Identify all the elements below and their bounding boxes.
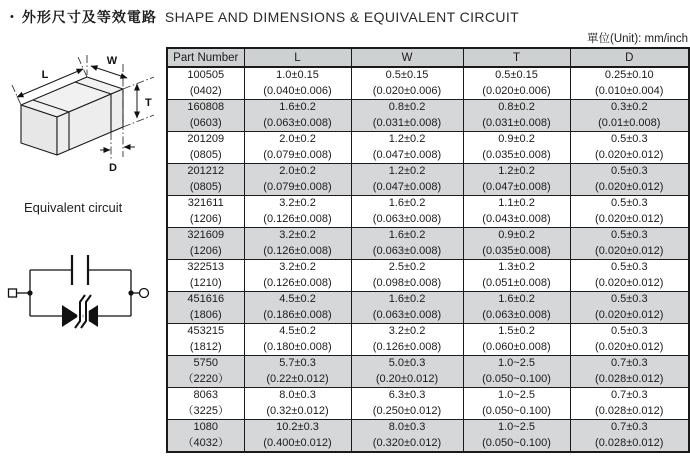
dim-cell-l: 3.2±0.2 (0.126±0.008)	[244, 196, 351, 228]
part-number-cell: 321609 (1206)	[167, 228, 244, 260]
dimensions-table-body	[167, 67, 689, 452]
dim-cell-d: 0.5±0.3 (0.020±0.012)	[570, 164, 689, 196]
table-row	[167, 100, 689, 132]
dim-cell-w: 2.5±0.2 (0.098±0.008)	[351, 260, 463, 292]
dim-cell-w: 1.6±0.2 (0.063±0.008)	[351, 196, 463, 228]
table-row	[167, 356, 689, 388]
dim-cell-t: 1.6±0.2 (0.063±0.008)	[463, 292, 570, 324]
dim-cell-t: 1.0~2.5 (0.050~0.100)	[463, 388, 570, 420]
dim-cell-w: 3.2±0.2 (0.126±0.008)	[351, 324, 463, 356]
equivalent-circuit-caption: Equivalent circuit	[24, 200, 123, 215]
dim-cell-d: 0.5±0.3 (0.020±0.012)	[570, 228, 689, 260]
dim-cell-t: 0.9±0.2 (0.035±0.008)	[463, 132, 570, 164]
dim-cell-t: 1.5±0.2 (0.060±0.008)	[463, 324, 570, 356]
dim-cell-d: 0.5±0.3 (0.020±0.012)	[570, 324, 689, 356]
dim-cell-l: 3.2±0.2 (0.126±0.008)	[244, 260, 351, 292]
page-title-chinese: 外形尺寸及等效電路	[21, 9, 157, 25]
dim-label-d: D	[109, 162, 117, 174]
dim-cell-d: 0.25±0.10 (0.010±0.004)	[570, 67, 689, 100]
dim-cell-l: 10.2±0.3 (0.400±0.012)	[244, 420, 351, 453]
right-terminal-icon	[140, 289, 149, 298]
dim-cell-t: 1.0~2.5 (0.050~0.100)	[463, 356, 570, 388]
page-title-english: SHAPE AND DIMENSIONS & EQUIVALENT CIRCUIT	[164, 9, 520, 25]
dim-cell-w: 1.6±0.2 (0.063±0.008)	[351, 228, 463, 260]
table-row	[167, 228, 689, 260]
table-row	[167, 196, 689, 228]
part-number-cell: 201209 (0805)	[167, 132, 244, 164]
dim-cell-l: 2.0±0.2 (0.079±0.008)	[244, 164, 351, 196]
dim-label-l: L	[41, 69, 49, 81]
part-number-cell: 321611 (1206)	[167, 196, 244, 228]
dim-cell-w: 5.0±0.3 (0.20±0.012)	[351, 356, 463, 388]
dim-cell-t: 1.2±0.2 (0.047±0.008)	[463, 164, 570, 196]
col-header-l: L	[244, 48, 351, 67]
dimensions-table	[166, 47, 690, 453]
dim-cell-d: 0.7±0.3 (0.028±0.012)	[570, 356, 689, 388]
table-row	[167, 260, 689, 292]
dim-cell-t: 0.5±0.15 (0.020±0.006)	[463, 67, 570, 100]
dim-cell-t: 1.1±0.2 (0.043±0.008)	[463, 196, 570, 228]
part-number-cell: 451616 (1806)	[167, 292, 244, 324]
dim-cell-l: 1.6±0.2 (0.063±0.008)	[244, 100, 351, 132]
col-header-t: T	[463, 48, 570, 67]
table-row	[167, 132, 689, 164]
part-number-cell: 100505 (0402)	[167, 67, 244, 100]
part-number-cell: 160808 (0603)	[167, 100, 244, 132]
dim-cell-d: 0.7±0.3 (0.028±0.012)	[570, 420, 689, 453]
equivalent-circuit-diagram	[6, 240, 156, 352]
dim-cell-w: 1.6±0.2 (0.063±0.008)	[351, 292, 463, 324]
part-number-cell: 453215 (1812)	[167, 324, 244, 356]
left-terminal-icon	[9, 289, 17, 297]
dim-cell-d: 0.5±0.3 (0.020±0.012)	[570, 196, 689, 228]
dim-cell-t: 0.9±0.2 (0.035±0.008)	[463, 228, 570, 260]
part-number-cell: 5750 （2220）	[167, 356, 244, 388]
dim-cell-l: 3.2±0.2 (0.126±0.008)	[244, 228, 351, 260]
dim-cell-w: 6.3±0.3 (0.250±0.012)	[351, 388, 463, 420]
dim-cell-l: 4.5±0.2 (0.180±0.008)	[244, 324, 351, 356]
dim-cell-d: 0.5±0.3 (0.020±0.012)	[570, 292, 689, 324]
table-row	[167, 67, 689, 100]
dim-cell-l: 8.0±0.3 (0.32±0.012)	[244, 388, 351, 420]
dim-cell-l: 1.0±0.15 (0.040±0.006)	[244, 67, 351, 100]
dim-cell-t: 0.8±0.2 (0.031±0.008)	[463, 100, 570, 132]
dim-cell-w: 0.8±0.2 (0.031±0.008)	[351, 100, 463, 132]
dim-cell-d: 0.5±0.3 (0.020±0.012)	[570, 260, 689, 292]
col-header-d: D	[570, 48, 689, 67]
dim-label-w: W	[106, 55, 118, 67]
dim-cell-t: 1.3±0.2 (0.051±0.008)	[463, 260, 570, 292]
dim-cell-t: 1.0~2.5 (0.050~0.100)	[463, 420, 570, 453]
dim-cell-w: 0.5±0.15 (0.020±0.006)	[351, 67, 463, 100]
dim-cell-w: 1.2±0.2 (0.047±0.008)	[351, 164, 463, 196]
table-row	[167, 388, 689, 420]
part-number-cell: 8063 （3225）	[167, 388, 244, 420]
col-header-part-number: Part Number	[167, 48, 244, 67]
page-title	[10, 7, 519, 27]
dim-cell-d: 0.5±0.3 (0.020±0.012)	[570, 132, 689, 164]
dim-cell-l: 4.5±0.2 (0.186±0.008)	[244, 292, 351, 324]
bullet-icon: •	[10, 11, 14, 23]
varistor-icon	[62, 295, 98, 328]
dim-cell-l: 5.7±0.3 (0.22±0.012)	[244, 356, 351, 388]
table-row	[167, 420, 689, 453]
part-number-cell: 322513 (1210)	[167, 260, 244, 292]
table-row	[167, 292, 689, 324]
table-row	[167, 164, 689, 196]
unit-note: 單位(Unit): mm/inch	[587, 33, 688, 45]
dim-label-t: T	[145, 97, 152, 109]
part-number-cell: 1080 （4032）	[167, 420, 244, 453]
dim-cell-w: 1.2±0.2 (0.047±0.008)	[351, 132, 463, 164]
table-row	[167, 324, 689, 356]
dim-cell-w: 8.0±0.3 (0.320±0.012)	[351, 420, 463, 453]
part-number-cell: 201212 (0805)	[167, 164, 244, 196]
dim-cell-d: 0.3±0.2 (0.01±0.008)	[570, 100, 689, 132]
dim-cell-l: 2.0±0.2 (0.079±0.008)	[244, 132, 351, 164]
chip-shape-diagram	[4, 54, 162, 194]
capacitor-icon	[72, 255, 88, 285]
col-header-w: W	[351, 48, 463, 67]
dim-cell-d: 0.7±0.3 (0.028±0.012)	[570, 388, 689, 420]
table-header-row	[167, 48, 689, 67]
